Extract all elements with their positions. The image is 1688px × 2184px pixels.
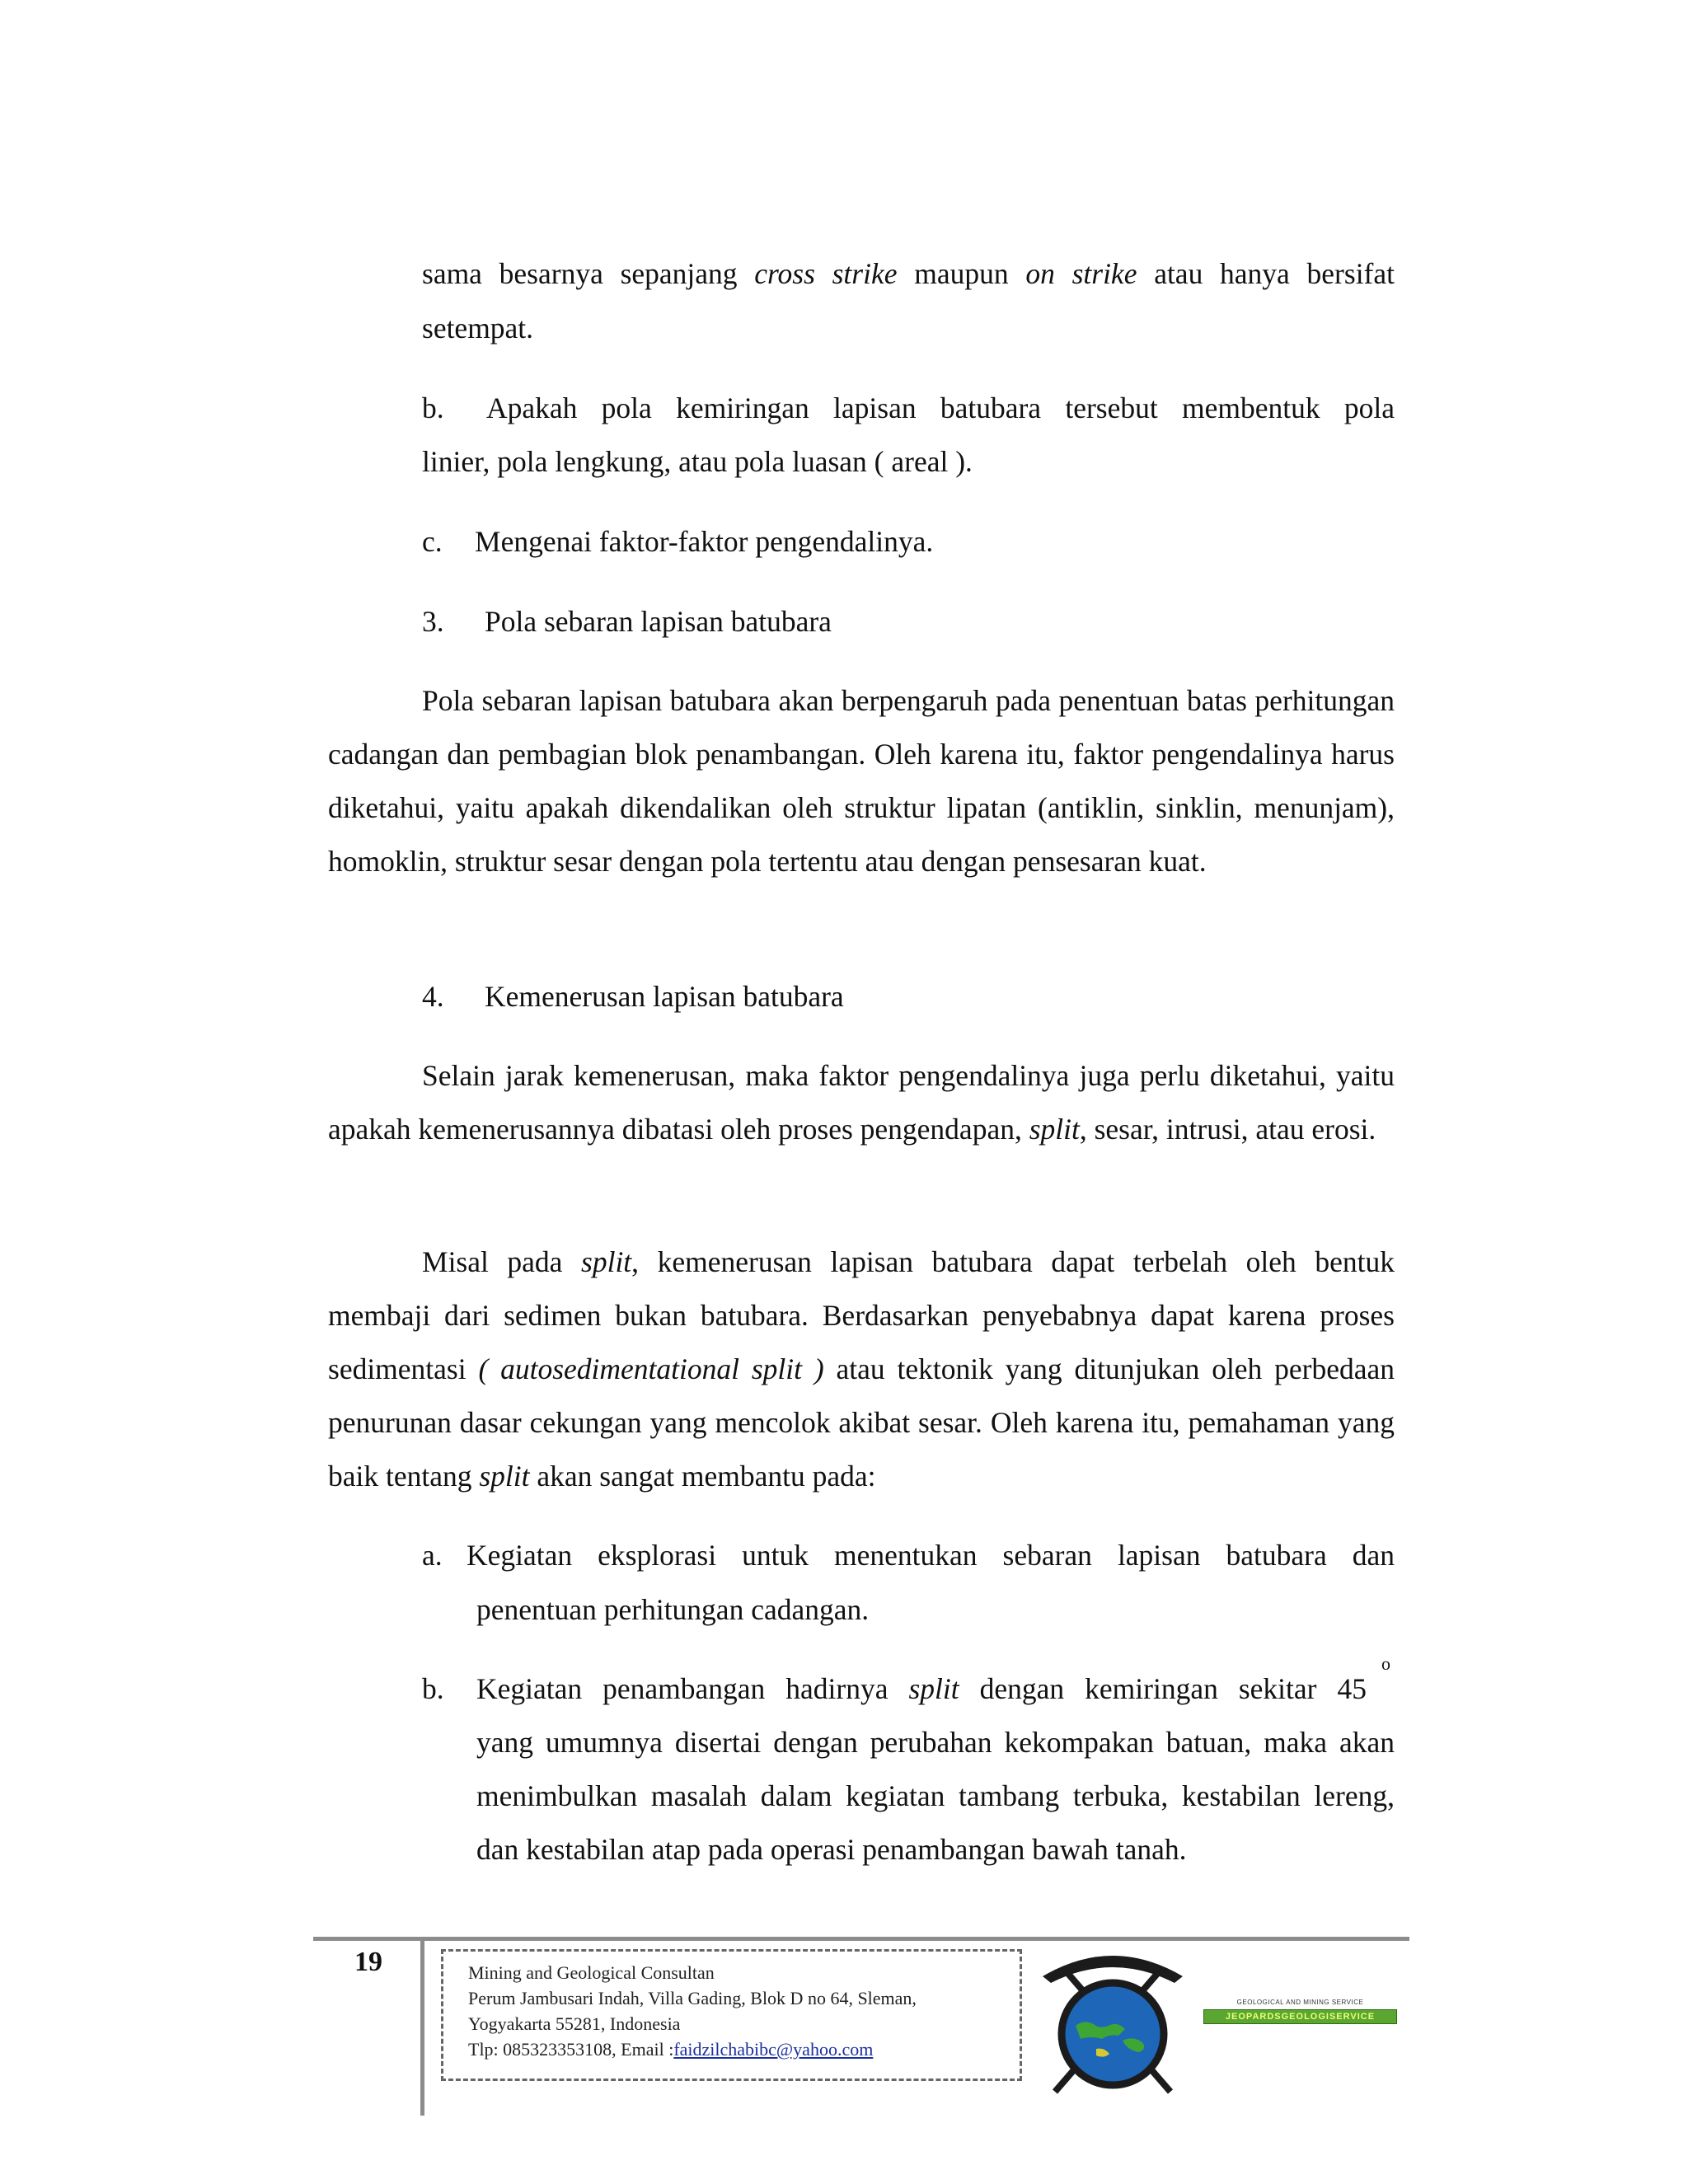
- list-item-text: yang umumnya disertai dengan perubahan kekompakan batuan, maka akan menimbulkan masalah dalam kegiatan tambang terbuka, kestabilan lereng, dan kestabilan atap pada operasi penambangan bawah tanah.: [476, 1726, 1395, 1866]
- list-marker: b.: [422, 391, 444, 424]
- globe-icon: [1062, 1983, 1164, 2085]
- list-item-text: penentuan perhitungan cadangan.: [476, 1593, 870, 1626]
- footer-divider: [420, 1941, 424, 2116]
- paragraph-line: sama besarnya sepanjang cross strike maupun on strike atau hanya bersifat: [422, 257, 1395, 290]
- list-marker: b.: [422, 1672, 444, 1705]
- section-number: 3.: [422, 605, 444, 638]
- list-item-text: Mengenai faktor-faktor pengendalinya.: [475, 525, 934, 558]
- address-line: Yogyakarta 55281, Indonesia: [468, 2013, 681, 2034]
- list-item-text: linier, pola lengkung, atau pola luasan ( areal ).: [422, 445, 973, 478]
- section-heading: Pola sebaran lapisan batubara: [485, 605, 832, 638]
- company-logo: [1030, 1943, 1195, 2108]
- company-name: Mining and Geological Consultan: [468, 1962, 715, 1983]
- list-item-text: Apakah pola kemiringan lapisan batubara tersebut membentuk pola: [486, 391, 1395, 424]
- contact-line: Tlp: 085323353108, Email :faidzilchabibc@yahoo.com: [468, 2039, 874, 2060]
- brand-tagline: GEOLOGICAL AND MINING SERVICE: [1236, 1999, 1364, 2006]
- body-paragraph: Pola sebaran lapisan batubara akan berpengaruh pada penentuan batas perhitungan cadangan dan pembagian blok penambangan. Oleh karena itu, faktor pengendalinya harus diketahui, yaitu apakah dikendalikan oleh struktur lipatan (antiklin, sinklin, menunjam), homoklin, struktur sesar dengan pola tertentu atau dengan pensesaran kuat.: [328, 684, 1395, 878]
- page-number: 19: [354, 1947, 382, 1977]
- contact-box: [441, 1949, 1022, 2081]
- section-heading: Kemenerusan lapisan batubara: [485, 980, 844, 1013]
- degree-superscript: o: [1381, 1653, 1390, 1674]
- email-link[interactable]: faidzilchabibc@yahoo.com: [673, 2039, 874, 2060]
- brand-tag: [1203, 1999, 1397, 2024]
- list-item-text: Kegiatan eksplorasi untuk menentukan sebaran lapisan batubara dan: [467, 1539, 1395, 1572]
- footer-rule: [313, 1937, 1409, 1941]
- list-item-text: Kegiatan penambangan hadirnya split dengan kemiringan sekitar 45: [476, 1672, 1367, 1705]
- body-paragraph: Misal pada split, kemenerusan lapisan batubara dapat terbelah oleh bentuk membaji dari sedimen bukan batubara. Berdasarkan penyebabnya dapat karena proses sedimentasi ( autosedimentational split ) atau tektonik yang ditunjukan oleh perbedaan penurunan dasar cekungan yang mencolok akibat sesar. Oleh karena itu, pemahaman yang baik tentang split akan sangat membantu pada:: [328, 1245, 1395, 1493]
- body-paragraph: Selain jarak kemenerusan, maka faktor pengendalinya juga perlu diketahui, yaitu apakah kemenerusannya dibatasi oleh proses pengendapan, split, sesar, intrusi, atau erosi.: [328, 1059, 1395, 1146]
- address-line: Perum Jambusari Indah, Villa Gading, Blok D no 64, Sleman,: [468, 1988, 917, 2008]
- brand-name: JEOPARDSGEOLOGISERVICE: [1203, 2009, 1397, 2024]
- section-number: 4.: [422, 980, 444, 1013]
- list-marker: a.: [422, 1539, 443, 1572]
- list-marker: c.: [422, 525, 443, 558]
- paragraph-line: setempat.: [422, 312, 534, 344]
